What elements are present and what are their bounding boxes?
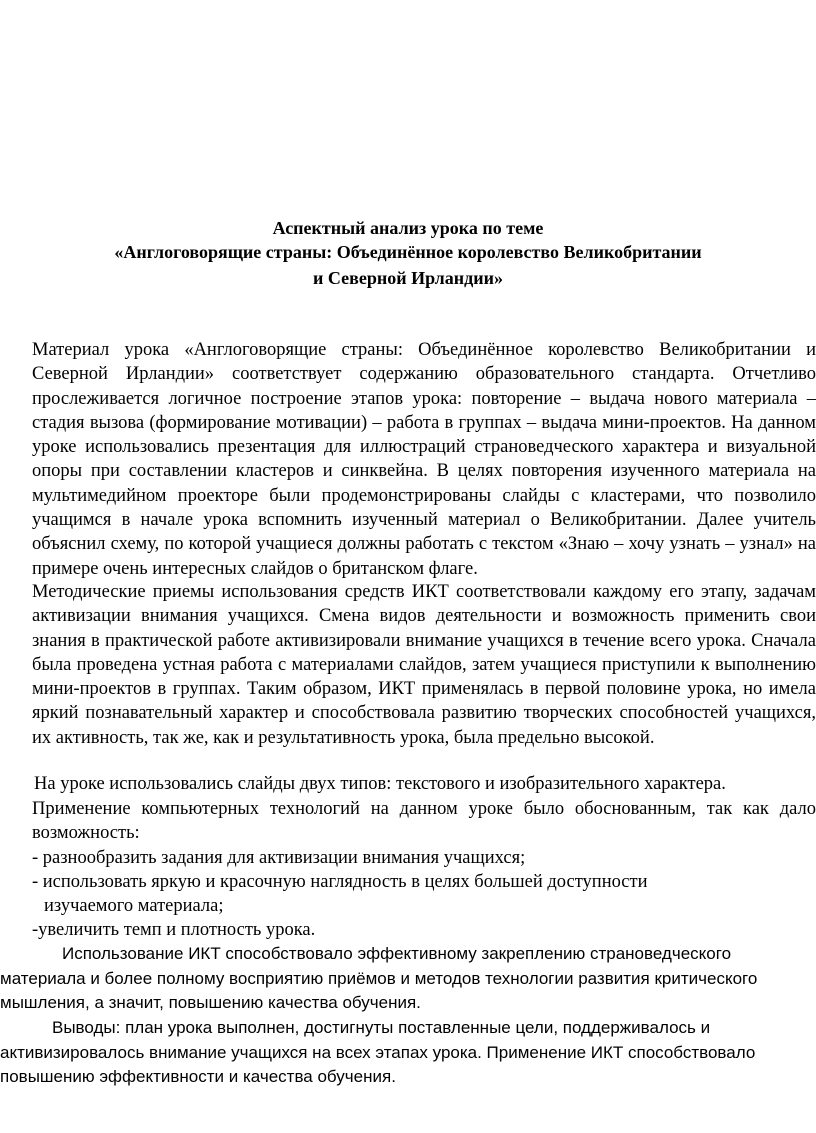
paragraph-4: Применение компьютерных технологий на данном уроке было обоснованным, так как дало возможность:: [32, 799, 816, 844]
document-title-line-3: и Северной Ирландии»: [313, 268, 503, 288]
paragraph-3: На уроке использовались слайды двух типов: текстового и изобразительного характера.: [34, 774, 726, 794]
paragraph-6: Выводы: план урока выполнен, достигнуты поставленные цели, поддерживалось и активизировалось внимание учащихся на всех этапах урока. Применение ИКТ способствовало повышению эффективности и качества обучения.: [0, 1018, 756, 1086]
paragraph-1: Материал урока «Англоговорящие страны: Объединённое королевство Великобритании и Северной Ирландии» соответствует содержанию образовательного стандарта. Отчетливо прослеживается логичное построение этапов урока: повторение – выдача нового материала – стадия вызова (формирование мотивации) – работа в группах – выдача мини-проектов. На данном уроке использовались презентация для иллюстраций страноведческого характера и визуальной опоры при составлении кластеров и синквейна. В целях повторения изученного материала на мультимедийном проекторе были продемонстрированы слайды с кластерами, что позволило учащимся в начале урока вспомнить изученный материал о Великобритании. Далее учитель объяснил схему, по которой учащиеся должны работать с текстом «Знаю – хочу узнать – узнал» на примере очень интересных слайдов о британском флаге.: [32, 340, 816, 579]
paragraph-2: Методические приемы использования средств ИКТ соответствовали каждому его этапу, задачам активизации внимания учащихся. Смена видов деятельности и возможность применить свои знания в практической работе активизировали внимание учащихся в течение всего урока. Сначала была проведена устная работа с материалами слайдов, затем учащиеся приступили к выполнению мини-проектов в группах. Таким образом, ИКТ применялась в первой половине урока, но имела яркий познавательный характер и способствовала развитию творческих способностей учащихся, их активность, так же, как и результативность урока, была предельно высокой.: [32, 582, 816, 748]
document-title-line-1: Аспектный анализ урока по теме: [272, 218, 544, 238]
document-title-line-2: «Англоговорящие страны: Объединённое королевство Великобритании: [114, 242, 702, 262]
paragraph-5: Использование ИКТ способствовало эффективному закреплению страноведческого материала и более полному восприятию приёмов и методов технологии развития критического мышления, а значит, повышению качества обучения.: [0, 944, 758, 1012]
list-item-1: - разнообразить задания для активизации внимания учащихся;: [32, 848, 526, 868]
list-item-2-continuation: изучаемого материала;: [44, 896, 224, 916]
list-item-3: -увеличить темп и плотность урока.: [32, 920, 316, 940]
list-item-2: - использовать яркую и красочную наглядность в целях большей доступности: [32, 872, 648, 892]
